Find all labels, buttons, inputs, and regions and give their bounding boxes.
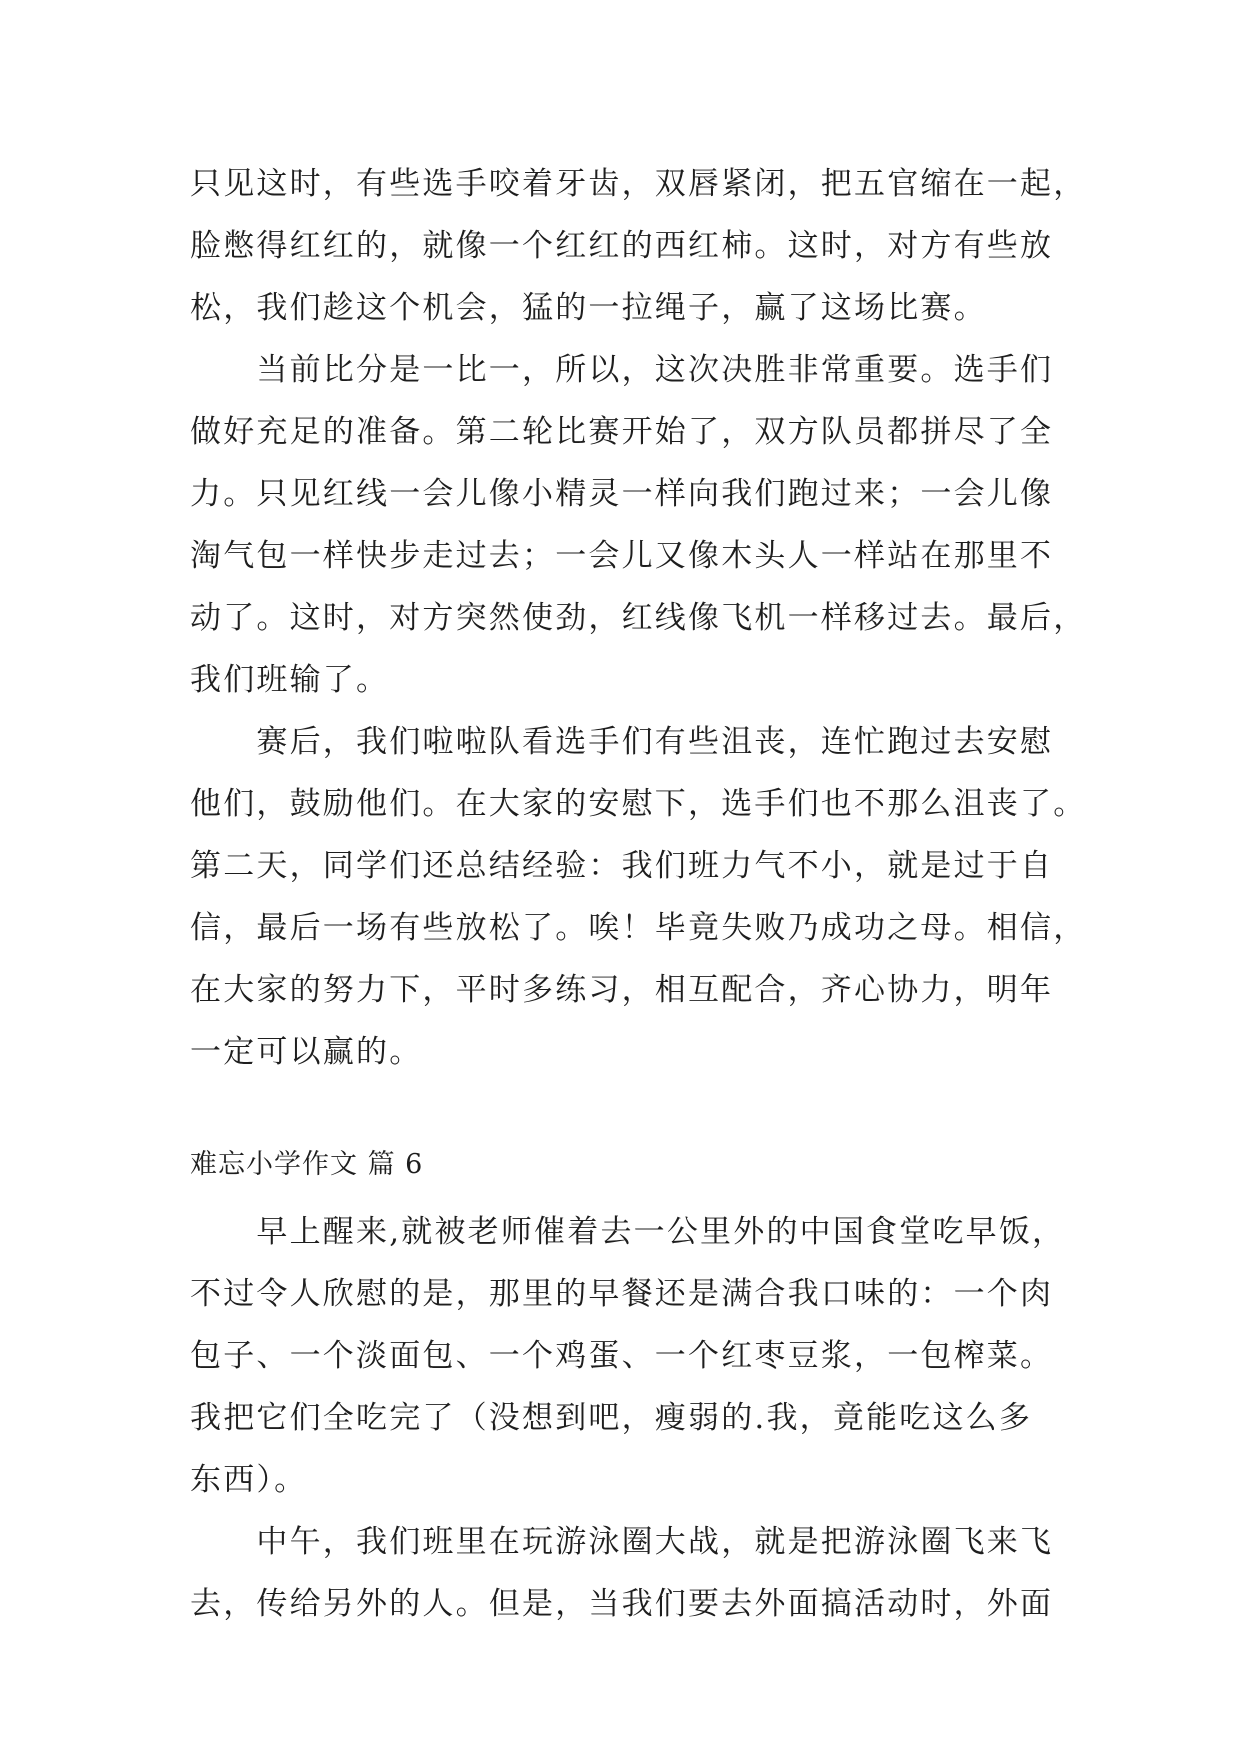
text-line: 我们班输了。	[190, 662, 390, 698]
text-line: 只见这时，有些选手咬着牙齿，双唇紧闭，把五官缩在一起，	[190, 166, 1087, 202]
text-line: 去，传给另外的人。但是，当我们要去外面搞活动时，外面	[190, 1586, 1054, 1622]
text-line: 淘气包一样快步走过去；一会儿又像木头人一样站在那里不	[190, 538, 1054, 574]
text-line: 力。只见红线一会儿像小精灵一样向我们跑过来；一会儿像	[190, 476, 1054, 512]
text-line: 在大家的努力下，平时多练习，相互配合，齐心协力，明年	[190, 972, 1054, 1008]
text-line: 信，最后一场有些放松了。唉！毕竟失败乃成功之母。相信，	[190, 910, 1087, 946]
text-line: 早上醒来,就被老师催着去一公里外的中国食堂吃早饭，	[190, 1214, 1066, 1250]
text-line: 中午，我们班里在玩游泳圈大战，就是把游泳圈飞来飞	[190, 1524, 1054, 1560]
text-line: 东西）。	[190, 1462, 308, 1498]
text-line: 包子、一个淡面包、一个鸡蛋、一个红枣豆浆，一包榨菜。	[190, 1338, 1054, 1374]
text-line: 脸憋得红红的，就像一个红红的西红柿。这时，对方有些放	[190, 228, 1054, 264]
text-line: 他们，鼓励他们。在大家的安慰下，选手们也不那么沮丧了。	[190, 786, 1087, 822]
text-line: 一定可以赢的。	[190, 1034, 423, 1070]
text-line: 不过令人欣慰的是，那里的早餐还是满合我口味的：一个肉	[190, 1276, 1054, 1312]
text-line: 动了。这时，对方突然使劲，红线像飞机一样移过去。最后，	[190, 600, 1087, 636]
text-line: 赛后，我们啦啦队看选手们有些沮丧，连忙跑过去安慰	[190, 724, 1054, 760]
text-line: 我把它们全吃完了（没想到吧，瘦弱的.我，竟能吃这么多	[190, 1400, 1033, 1436]
section-heading: 难忘小学作文 篇 6	[190, 1149, 424, 1180]
text-line: 第二天，同学们还总结经验：我们班力气不小，就是过于自	[190, 848, 1054, 884]
text-line: 做好充足的准备。第二轮比赛开始了，双方队员都拼尽了全	[190, 414, 1054, 450]
text-line: 松，我们趁这个机会，猛的一拉绳子，赢了这场比赛。	[190, 290, 987, 326]
text-line: 当前比分是一比一，所以，这次决胜非常重要。选手们	[190, 352, 1054, 388]
